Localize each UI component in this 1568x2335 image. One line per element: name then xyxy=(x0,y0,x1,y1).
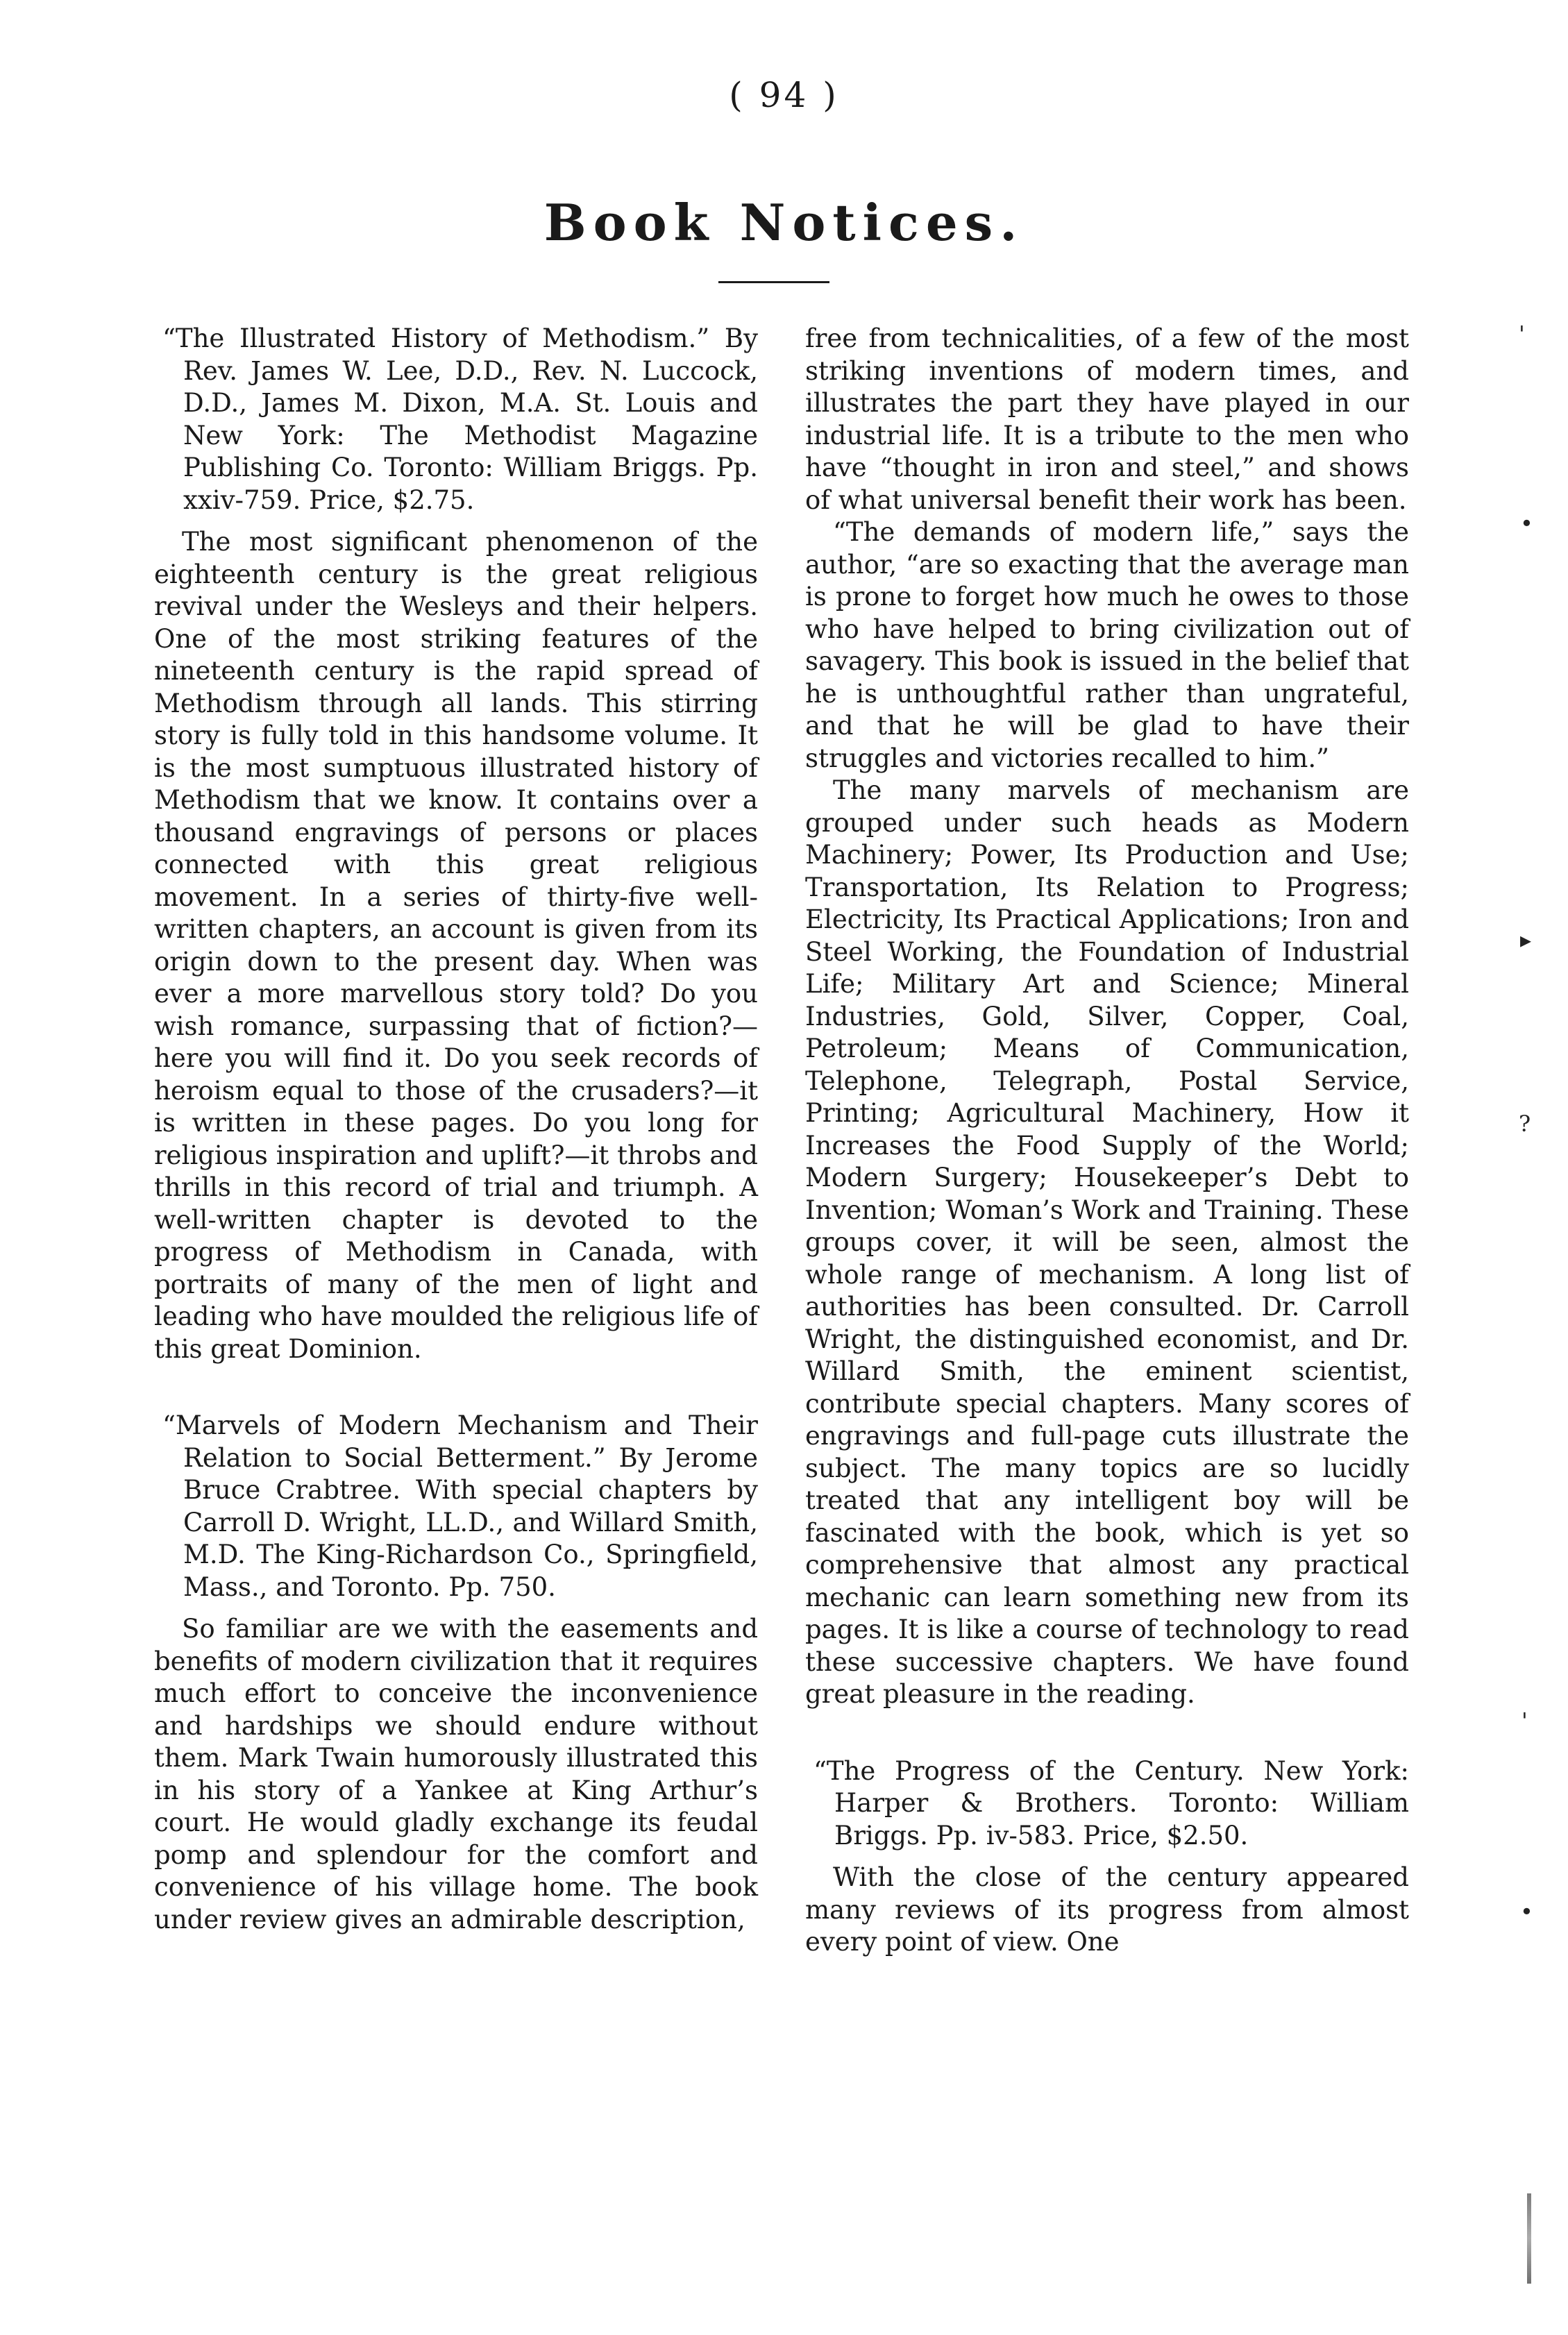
scan-speck: ▸ xyxy=(1520,927,1532,953)
book-citation-mechanism: “Marvels of Modern Mechanism and Their Relation to Social Betterment.” By Jerome Bruce Crabtree. With special chapters by Carroll D. Wright, LL.D., and Willard Smith, M.D. The King-Richardson Co., Springfield, Mass., and Toronto. Pp. 750. xyxy=(162,1410,758,1602)
book-citation-progress: “The Progress of the Century. New York: Harper & Brothers. Toronto: William Briggs. Pp. iv-583. Price, $2.50. xyxy=(813,1755,1409,1851)
section-heading: Book Notices. xyxy=(543,193,1025,252)
scan-speck: ' xyxy=(1521,1708,1528,1734)
page-number: ( 94 ) xyxy=(729,75,839,115)
scan-speck: ? xyxy=(1519,1111,1531,1137)
scan-speck: • xyxy=(1520,1898,1533,1925)
scan-speck: ' xyxy=(1519,321,1525,347)
right-column xyxy=(805,323,1409,1959)
review-paragraph: The most significant phenomenon of the eighteenth century is the great religious revival under the Wesleys and their helpers. One of the most striking features of the nineteenth century is the rapid spread of Methodism through all lands. This stirring story is fully told in this handsome volume. It is the most sumptuous illustrated history of Methodism that we know. It contains over a thousand engravings of persons or places connected with this great religious movement. In a series of thirty-five well-written chapters, an account is given from its origin down to the present day. When was ever a more marvellous story told? Do you wish romance, surpassing that of fiction?—here you will find it. Do you seek records of heroism equal to those of the crusaders?—it is written in these pages. Do you long for religious inspiration and uplift?—it throbs and thrills in this record of trial and triumph. A well-written chapter is devoted to the progress of Methodism in Canada, with portraits of many of the men of light and leading who have moulded the religious life of this great Dominion. xyxy=(154,527,758,1364)
review-paragraph: With the close of the century appeared many reviews of its progress from almost every point of view. One xyxy=(805,1862,1409,1957)
scan-speck: • xyxy=(1520,510,1533,537)
heading-rule xyxy=(718,281,829,283)
review-paragraph-continued: free from technicalities, of a few of the most striking inventions of modern times, and illustrates the part they have played in our industrial life. It is a tribute to the men who have “thought in iron and steel,” and shows of what universal benefit their work has been. xyxy=(805,323,1409,515)
book-citation-methodism: “The Illustrated History of Methodism.” By Rev. James W. Lee, D.D., Rev. N. Luccock, D.D., James M. Dixon, M.A. St. Louis and New York: The Methodist Magazine Publishing Co. Toronto: William Briggs. Pp. xxiv-759. Price, $2.75. xyxy=(162,323,758,515)
left-column xyxy=(154,323,758,1936)
scan-edge-artifact xyxy=(1527,2193,1531,2284)
review-paragraph: So familiar are we with the easements and benefits of modern civilization that it requires much effort to conceive the inconvenience and hardships we should endure without them. Mark Twain humorously illustrated this in his story of a Yankee at King Arthur’s court. He would gladly exchange its feudal pomp and splendour for the comfort and convenience of his village home. The book under review gives an admirable description, xyxy=(154,1614,758,1934)
review-paragraph: The many marvels of mechanism are grouped under such heads as Modern Machinery; Power, Its Production and Use; Transportation, Its Relation to Progress; Electricity, Its Practical Applications; Iron and Steel Working, the Foundation of Industrial Life; Military Art and Science; Mineral Industries, Gold, Silver, Copper, Coal, Petroleum; Means of Communication, Telephone, Telegraph, Postal Service, Printing; Agricultural Machinery, How it Increases the Food Supply of the World; Modern Surgery; Housekeeper’s Debt to Invention; Woman’s Work and Training. These groups cover, it will be seen, almost the whole range of mechanism. A long list of authorities has been consulted. Dr. Carroll Wright, the distinguished economist, and Dr. Willard Smith, the eminent scientist, contribute special chapters. Many scores of engravings and full-page cuts illustrate the subject. The many topics are so lucidly treated that any intelligent boy will be fascinated with the book, which is yet so comprehensive that almost any practical mechanic can learn something new from its pages. It is like a course of technology to read these successive chapters. We have found great pleasure in the reading. xyxy=(805,775,1409,1709)
review-paragraph: “The demands of modern life,” says the author, “are so exacting that the average man is prone to forget how much he owes to those who have helped to bring civilization out of savagery. This book is issued in the belief that he is unthoughtful rather than ungrateful, and that he will be glad to have their struggles and victories recalled to him.” xyxy=(805,517,1409,773)
